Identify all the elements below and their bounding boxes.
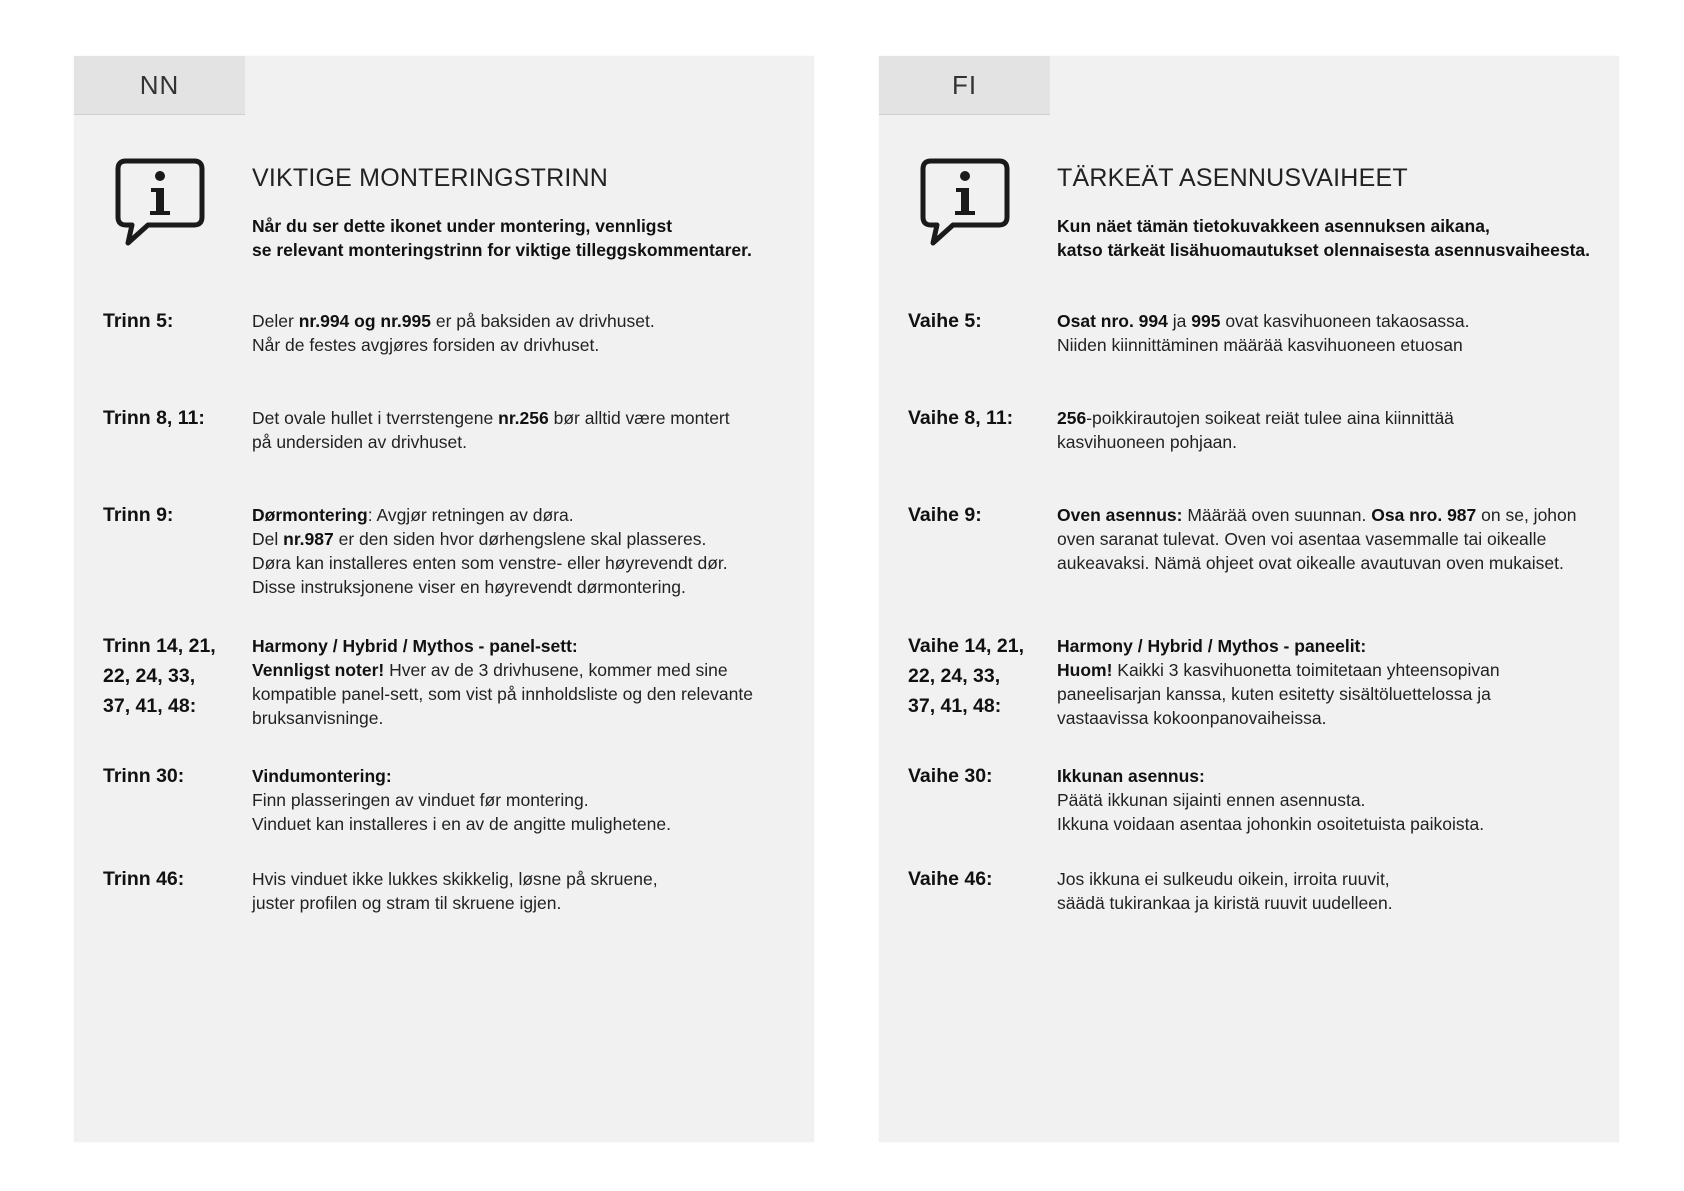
step-body-line bbox=[1057, 706, 1602, 730]
step-body-line bbox=[1057, 764, 1602, 788]
step-label-line: 22, 24, 33, bbox=[103, 665, 196, 687]
step-body-line bbox=[1057, 867, 1602, 891]
emphasis-text: nr.994 og nr.995 bbox=[298, 311, 431, 331]
body-text: Määrää oven suunnan. bbox=[1182, 505, 1372, 525]
step-body-line bbox=[1057, 503, 1602, 527]
step-body-line bbox=[1057, 682, 1602, 706]
step-label bbox=[908, 500, 1048, 530]
section-heading: TÄRKEÄT ASENNUSVAIHEET bbox=[1057, 164, 1408, 192]
step-body-line bbox=[252, 575, 797, 599]
body-text: Disse instruksjonene viser en høyrevendt dørmontering. bbox=[252, 577, 686, 597]
step-label-line: Trinn 8, 11: bbox=[103, 407, 205, 429]
step-body bbox=[252, 764, 797, 836]
language-tab: NN bbox=[74, 56, 245, 115]
step-body-line bbox=[1057, 891, 1602, 915]
emphasis-text: Vennligst noter! bbox=[252, 660, 385, 680]
step-body bbox=[1057, 867, 1602, 915]
emphasis-text: nr.256 bbox=[498, 408, 549, 428]
intro-line: katso tärkeät lisähuomautukset olennaisesta asennusvaiheesta. bbox=[1057, 240, 1590, 260]
step-label bbox=[908, 631, 1048, 721]
step-body-line bbox=[1057, 333, 1602, 357]
step-body-line bbox=[252, 406, 797, 430]
body-text: på undersiden av drivhuset. bbox=[252, 432, 467, 452]
step-body-line bbox=[1057, 788, 1602, 812]
body-text: kasvihuoneen pohjaan. bbox=[1057, 432, 1238, 452]
step-body bbox=[1057, 309, 1602, 357]
body-text: Hvis vinduet ikke lukkes skikkelig, løsne på skruene, bbox=[252, 869, 658, 889]
step-label-line: 37, 41, 48: bbox=[103, 695, 197, 717]
step-body-line bbox=[252, 706, 797, 730]
step-body-line bbox=[252, 812, 797, 836]
body-text: oven saranat tulevat. Oven voi asentaa vasemmalle tai oikealle bbox=[1057, 529, 1547, 549]
emphasis-text: Osat nro. 994 bbox=[1057, 311, 1168, 331]
emphasis-text: Harmony / Hybrid / Mythos - panel-sett: bbox=[252, 636, 578, 656]
step-body-line bbox=[252, 764, 797, 788]
intro-text bbox=[252, 214, 792, 262]
emphasis-text: 995 bbox=[1191, 311, 1221, 331]
step-body-line bbox=[252, 658, 797, 682]
step-body-line bbox=[1057, 406, 1602, 430]
body-text: Hver av de 3 drivhusene, kommer med sine bbox=[384, 660, 728, 680]
body-text: Kaikki 3 kasvihuonetta toimitetaan yhteensopivan bbox=[1112, 660, 1500, 680]
step-body-line bbox=[252, 503, 797, 527]
body-text: bruksanvisninge. bbox=[252, 708, 384, 728]
info-speech-bubble-icon bbox=[919, 157, 1011, 249]
step-body bbox=[252, 634, 797, 730]
step-body bbox=[252, 867, 797, 915]
emphasis-text: nr.987 bbox=[283, 529, 334, 549]
step-label bbox=[908, 306, 1048, 336]
info-speech-bubble-icon bbox=[114, 157, 206, 249]
body-text: ja bbox=[1167, 311, 1192, 331]
body-text: er den siden hvor dørhengslene skal plasseres. bbox=[333, 529, 707, 549]
step-body-line bbox=[252, 867, 797, 891]
emphasis-text: Oven asennus: bbox=[1057, 505, 1183, 525]
body-text: Päätä ikkunan sijainti ennen asennusta. bbox=[1057, 790, 1366, 810]
step-label bbox=[908, 864, 1048, 894]
step-body-line bbox=[252, 634, 797, 658]
step-body bbox=[1057, 634, 1602, 730]
body-text: Ikkuna voidaan asentaa johonkin osoitetuista paikoista. bbox=[1057, 814, 1485, 834]
step-body-line bbox=[1057, 812, 1602, 836]
body-text: kompatible panel-sett, som vist på innholdsliste og den relevante bbox=[252, 684, 753, 704]
body-text: Det ovale hullet i tverrstengene bbox=[252, 408, 499, 428]
body-text: Når de festes avgjøres forsiden av drivhuset. bbox=[252, 335, 600, 355]
emphasis-text: 256 bbox=[1057, 408, 1087, 428]
intro-line: Når du ser dette ikonet under montering, vennligst bbox=[252, 216, 673, 236]
step-label-line: Vaihe 30: bbox=[908, 765, 993, 787]
step-label bbox=[103, 403, 243, 433]
body-text: ovat kasvihuoneen takaosassa. bbox=[1220, 311, 1470, 331]
body-text: bør alltid være montert bbox=[548, 408, 730, 428]
intro-line: Kun näet tämän tietokuvakkeen asennuksen aikana, bbox=[1057, 216, 1490, 236]
body-text: Jos ikkuna ei sulkeudu oikein, irroita ruuvit, bbox=[1057, 869, 1390, 889]
step-body bbox=[252, 406, 797, 454]
step-body-line bbox=[1057, 551, 1602, 575]
step-label bbox=[103, 500, 243, 530]
body-text: Del bbox=[252, 529, 284, 549]
step-body-line bbox=[252, 682, 797, 706]
step-label bbox=[103, 864, 243, 894]
language-tab: FI bbox=[879, 56, 1050, 115]
step-label bbox=[103, 761, 243, 791]
emphasis-text: Vindumontering: bbox=[252, 766, 392, 786]
intro-text bbox=[1057, 214, 1597, 262]
step-body-line bbox=[1057, 309, 1602, 333]
body-text: Vinduet kan installeres i en av de angitte mulighetene. bbox=[252, 814, 671, 834]
section-heading: VIKTIGE MONTERINGSTRINN bbox=[252, 164, 609, 192]
step-label bbox=[103, 631, 243, 721]
body-text: -poikkirautojen soikeat reiät tulee aina kiinnittää bbox=[1086, 408, 1454, 428]
emphasis-text: Huom! bbox=[1057, 660, 1113, 680]
step-body-line bbox=[252, 527, 797, 551]
step-body bbox=[1057, 406, 1602, 454]
step-label bbox=[908, 403, 1048, 433]
step-body-line bbox=[252, 333, 797, 357]
body-text: on se, johon bbox=[1476, 505, 1577, 525]
step-body bbox=[1057, 764, 1602, 836]
step-body bbox=[252, 309, 797, 357]
step-label-line: Trinn 9: bbox=[103, 504, 174, 526]
body-text: Døra kan installeres enten som venstre- eller høyrevendt dør. bbox=[252, 553, 728, 573]
step-body bbox=[252, 503, 797, 599]
body-text: vastaavissa kokoonpanovaiheissa. bbox=[1057, 708, 1327, 728]
step-label-line: Vaihe 8, 11: bbox=[908, 407, 1014, 429]
body-text: Finn plasseringen av vinduet før montering. bbox=[252, 790, 589, 810]
body-text: aukeavaksi. Nämä ohjeet ovat oikealle avautuvan oven mukaiset. bbox=[1057, 553, 1564, 573]
step-body-line bbox=[252, 551, 797, 575]
step-label-line: Trinn 30: bbox=[103, 765, 185, 787]
intro-line: se relevant monteringstrinn for viktige tilleggskommentarer. bbox=[252, 240, 752, 260]
step-body-line bbox=[1057, 430, 1602, 454]
step-body-line bbox=[1057, 634, 1602, 658]
step-label-line: 22, 24, 33, bbox=[908, 665, 1001, 687]
step-label-line: Trinn 5: bbox=[103, 310, 174, 332]
step-label-line: 37, 41, 48: bbox=[908, 695, 1002, 717]
step-label bbox=[103, 306, 243, 336]
body-text: Deler bbox=[252, 311, 299, 331]
step-label-line: Vaihe 46: bbox=[908, 868, 993, 890]
body-text: : Avgjør retningen av døra. bbox=[367, 505, 574, 525]
step-body-line bbox=[252, 309, 797, 333]
step-body-line bbox=[252, 430, 797, 454]
emphasis-text: Ikkunan asennus: bbox=[1057, 766, 1205, 786]
body-text: Niiden kiinnittäminen määrää kasvihuoneen etuosan bbox=[1057, 335, 1463, 355]
body-text: säädä tukirankaa ja kiristä ruuvit uudelleen. bbox=[1057, 893, 1393, 913]
instruction-panel-nn bbox=[74, 56, 814, 1142]
body-text: paneelisarjan kanssa, kuten esitetty sisältöluettelossa ja bbox=[1057, 684, 1491, 704]
body-text: er på baksiden av drivhuset. bbox=[430, 311, 655, 331]
body-text: juster profilen og stram til skruene igjen. bbox=[252, 893, 562, 913]
step-label-line: Vaihe 14, 21, bbox=[908, 635, 1025, 657]
step-label bbox=[908, 761, 1048, 791]
step-body-line bbox=[1057, 658, 1602, 682]
step-label-line: Vaihe 9: bbox=[908, 504, 982, 526]
step-label-line: Trinn 46: bbox=[103, 868, 185, 890]
step-body-line bbox=[1057, 527, 1602, 551]
step-label-line: Trinn 14, 21, bbox=[103, 635, 216, 657]
emphasis-text: Harmony / Hybrid / Mythos - paneelit: bbox=[1057, 636, 1367, 656]
step-body bbox=[1057, 503, 1602, 575]
emphasis-text: Osa nro. 987 bbox=[1371, 505, 1477, 525]
emphasis-text: Dørmontering bbox=[252, 505, 368, 525]
step-body-line bbox=[252, 891, 797, 915]
instruction-panel-fi bbox=[879, 56, 1619, 1142]
step-label-line: Vaihe 5: bbox=[908, 310, 982, 332]
step-body-line bbox=[252, 788, 797, 812]
